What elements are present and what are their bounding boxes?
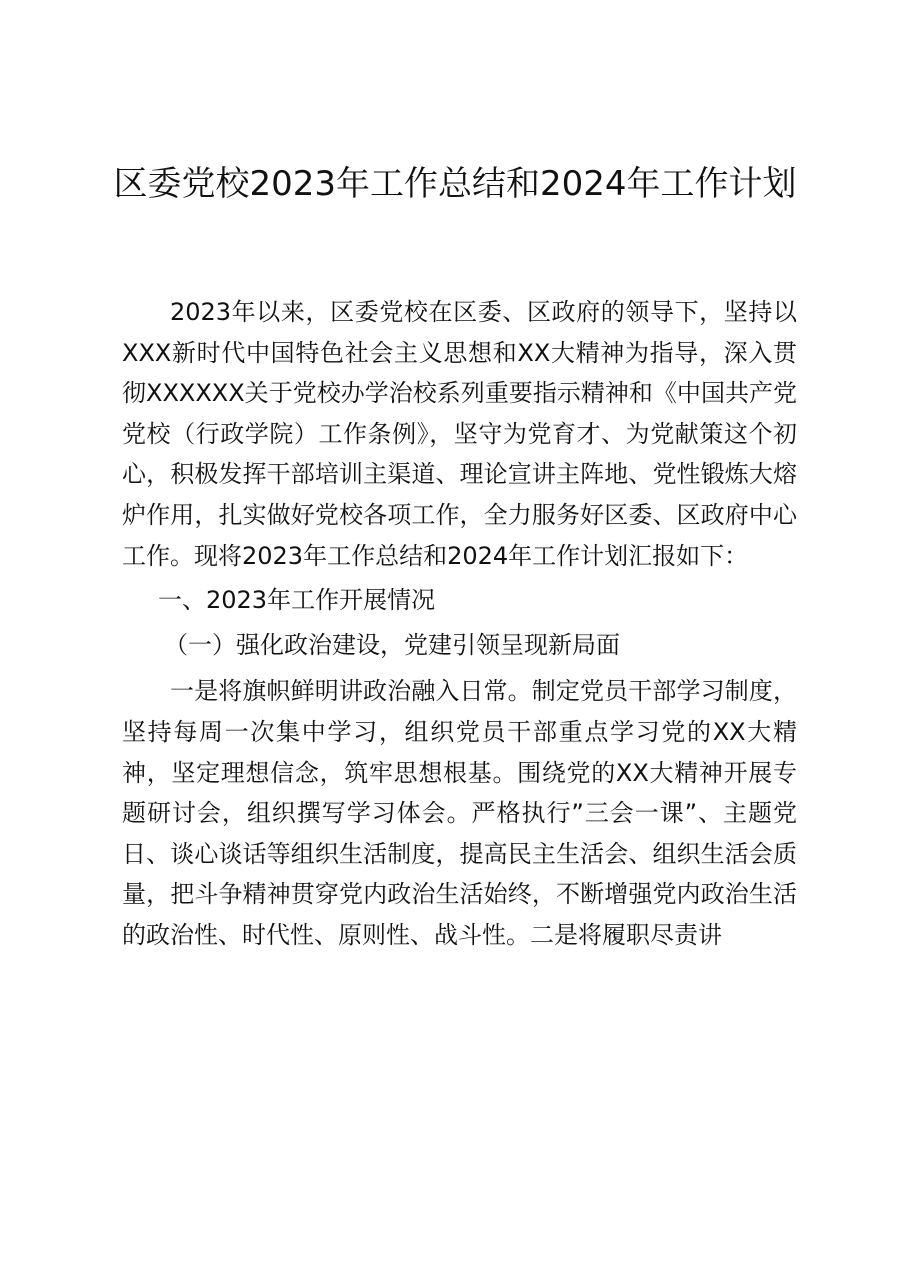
subsection-heading: （一）强化政治建设，党建引领呈现新局面 bbox=[164, 630, 620, 659]
document-title: 区委党校2023年工作总结和2024年工作计划 bbox=[113, 164, 797, 204]
section-heading: 一、2023年工作开展情况 bbox=[158, 586, 436, 615]
body-paragraph: 一是将旗帜鲜明讲政治融入日常。制定党员干部学习制度，坚持每周一次集中学习，组织党员干部重点学习党的XX大精神，坚定理想信念，筑牢思想根基。围绕党的XX大精神开展专题研讨会，组织撰写学习体会。严格执行”三会一课”、主题党日、谈心谈话等组织生活制度，提高民主生活会、组织生活会质量，把斗争精神贯穿党内政治生活始终，不断增强党内政治生活的政治性、时代性、原则性、战斗性。二是将履职尽责讲 bbox=[122, 677, 797, 949]
intro-paragraph: 2023年以来，区委党校在区委、区政府的领导下，坚持以XXX新时代中国特色社会主义思想和XX大精神为指导，深入贯彻XXXXXX关于党校办学治校系列重要指示精神和《中国共产党党校（行政学院）工作条例》，坚守为党育才、为党献策这个初心，积极发挥干部培训主渠道、理论宣讲主阵地、党性锻炼大熔炉作用，扎实做好党校各项工作，全力服务好区委、区政府中心工作。现将2023年工作总结和2024年工作计划汇报如下： bbox=[122, 298, 797, 570]
document-body bbox=[122, 292, 797, 956]
